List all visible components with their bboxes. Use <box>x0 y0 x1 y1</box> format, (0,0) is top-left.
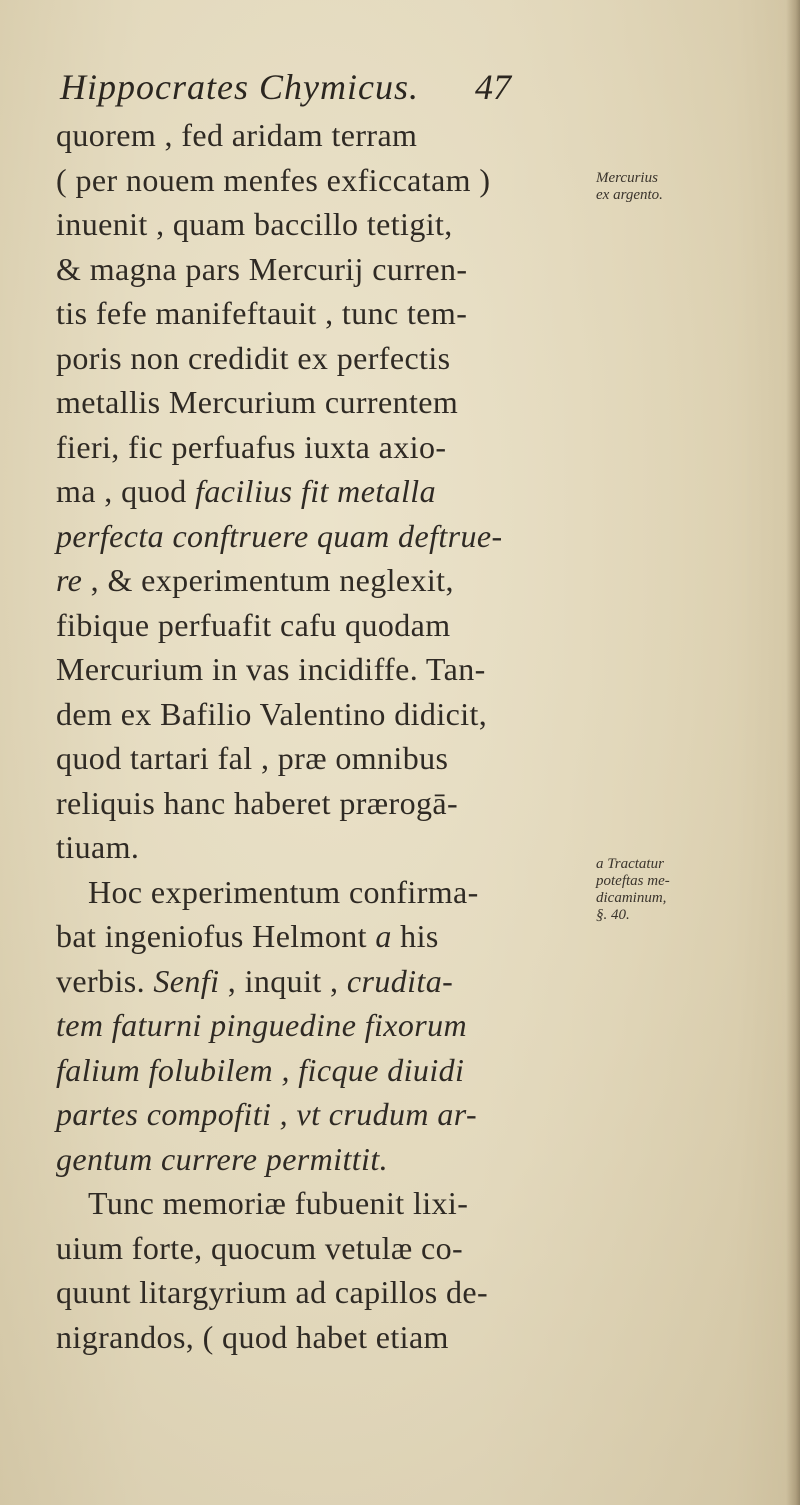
text-line <box>56 291 576 336</box>
text-run: quorem , fed aridam terram <box>56 117 418 153</box>
text-run: quod tartari fal , præ omnibus <box>56 740 449 776</box>
margin-note-mercurius <box>596 170 663 204</box>
text-line <box>56 870 576 915</box>
text-run: uium forte, quocum vetulæ co- <box>56 1229 464 1266</box>
page-edge-shadow <box>786 0 800 1505</box>
text-run: fieri, fic perfuafus iuxta axio- <box>56 428 447 465</box>
text-run: crudita- <box>346 962 454 999</box>
text-run: gentum currere permittit. <box>56 1140 389 1177</box>
text-line <box>56 825 576 870</box>
margin-note-line: Mercurius <box>596 170 658 186</box>
text-run: bat ingeniofus Helmont <box>56 918 376 954</box>
text-line <box>56 1181 576 1226</box>
page-number: 47 <box>475 67 511 107</box>
text-run: poris non credidit ex perfectis <box>56 339 451 376</box>
text-run: quunt litargyrium ad capillos de- <box>56 1274 489 1310</box>
text-run: facilius fit metalla <box>195 473 436 509</box>
text-run: inuenit , quam baccillo tetigit, <box>56 206 453 242</box>
text-line <box>56 603 576 648</box>
text-line <box>56 1092 576 1137</box>
page-header <box>60 66 580 116</box>
text-line <box>56 469 576 514</box>
text-run: , & experimentum neglexit, <box>82 562 454 598</box>
text-run: ( per nouem menfes exficcatam ) <box>56 161 491 198</box>
margin-note-tractatur <box>596 856 670 924</box>
text-run: tiuam. <box>56 829 140 865</box>
text-run: Senfi <box>153 962 220 999</box>
text-run: & magna pars Mercurij curren- <box>56 250 468 287</box>
text-run: Tunc memoriæ fubuenit lixi- <box>88 1185 469 1221</box>
text-run: perfecta conftruere quam deftrue- <box>56 517 503 554</box>
margin-note-line: §. 40. <box>596 907 630 923</box>
text-line <box>56 1048 576 1093</box>
text-line <box>56 113 576 158</box>
text-run: re <box>56 562 83 598</box>
text-line <box>56 781 576 826</box>
text-line <box>56 1270 576 1315</box>
text-line <box>56 1137 576 1182</box>
text-line <box>56 1226 576 1271</box>
text-line <box>56 202 576 247</box>
text-run: his <box>391 918 439 954</box>
text-run: tem faturni pinguedine fixorum <box>56 1007 468 1043</box>
text-line <box>56 1003 576 1048</box>
text-run: tis fefe manifeftauit , tunc tem- <box>56 295 468 331</box>
margin-note-line: poteftas me- <box>596 873 670 889</box>
text-run: reliquis hanc haberet prærogā- <box>56 784 459 821</box>
text-line <box>56 425 576 470</box>
margin-note-line: ex argento. <box>596 187 663 203</box>
margin-note-line: dicaminum, <box>596 890 667 906</box>
body-text <box>56 113 576 1359</box>
text-run: nigrandos, ( quod habet etiam <box>56 1318 449 1355</box>
text-run: partes compofiti , vt crudum ar- <box>56 1096 478 1132</box>
text-line <box>56 514 576 559</box>
text-line <box>56 158 576 203</box>
running-title: Hippocrates Chymicus. <box>60 67 419 107</box>
text-run: metallis Mercurium currentem <box>56 384 459 420</box>
text-line <box>56 247 576 292</box>
text-run: dem ex Bafilio Valentino didicit, <box>56 695 488 732</box>
text-run: a <box>375 918 392 954</box>
text-run: Hoc experimentum confirma- <box>88 873 479 910</box>
text-line <box>56 914 576 959</box>
text-run: verbis. <box>56 962 154 999</box>
text-line <box>56 692 576 737</box>
text-line <box>56 380 576 425</box>
text-run: Mercurium in vas incidiffe. Tan- <box>56 651 486 687</box>
text-run: fibique perfuafit cafu quodam <box>56 606 451 643</box>
text-run: ma , quod <box>56 473 196 509</box>
text-run: , inquit , <box>219 962 347 999</box>
text-line <box>56 336 576 381</box>
margin-note-line: a Tractatur <box>596 856 664 872</box>
text-line <box>56 959 576 1004</box>
text-line <box>56 736 576 781</box>
text-line <box>56 558 576 603</box>
text-line <box>56 647 576 692</box>
text-run: falium folubilem , ficque diuidi <box>56 1051 465 1088</box>
text-line <box>56 1315 576 1360</box>
